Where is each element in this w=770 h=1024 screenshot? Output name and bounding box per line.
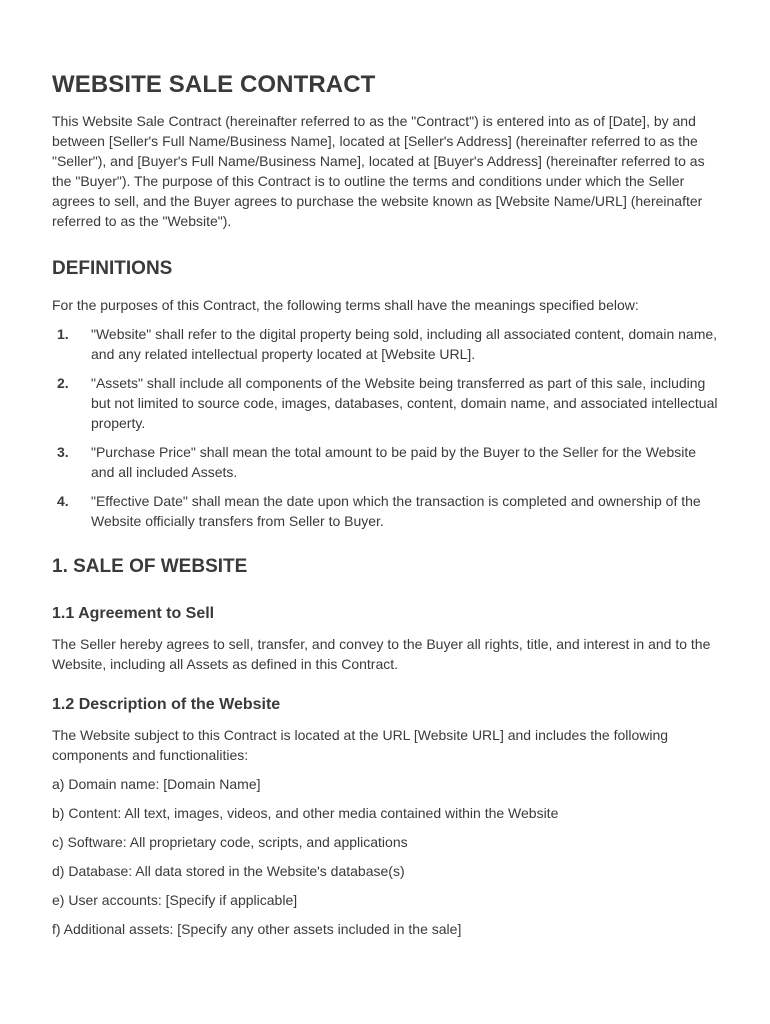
document-page [52,70,722,948]
definition-text: "Website" shall refer to the digital property being sold, including all associated content, domain name, and any related intellectual property located at [Website URL]. [91,326,718,362]
component-item: a) Domain name: [Domain Name] [52,776,261,792]
definitions-heading: DEFINITIONS [52,258,173,279]
definition-item [52,491,722,531]
section-1-2-paragraph: The Website subject to this Contract is located at the URL [Website URL] and includes the following components and functionalities: [52,727,669,763]
definition-text: "Effective Date" shall mean the date upon which the transaction is completed and ownership of the Website officially transfers from Seller to Buyer. [91,493,701,529]
component-item: b) Content: All text, images, videos, and other media contained within the Website [52,805,559,821]
component-item: f) Additional assets: [Specify any other assets included in the sale] [52,921,462,937]
definitions-list [52,324,722,531]
section-1-2-heading: 1.2 Description of the Website [52,696,281,713]
component-item: e) User accounts: [Specify if applicable] [52,892,298,908]
document-title: WEBSITE SALE CONTRACT [52,71,376,98]
definition-item [52,373,722,433]
definitions-lead: For the purposes of this Contract, the following terms shall have the meanings specified below: [52,297,639,313]
section-1-1-paragraph: The Seller hereby agrees to sell, transfer, and convey to the Buyer all rights, title, and interest in and to the Website, including all Assets as defined in this Contract. [52,636,711,672]
component-item: c) Software: All proprietary code, scripts, and applications [52,834,408,850]
section-1-heading: 1. SALE OF WEBSITE [52,556,248,577]
definition-number: 3. [57,444,69,460]
definition-text: "Purchase Price" shall mean the total amount to be paid by the Buyer to the Seller for the Website and all included Assets. [91,444,697,480]
definition-item [52,324,722,364]
definition-number: 1. [57,326,69,342]
intro-paragraph: This Website Sale Contract (hereinafter referred to as the "Contract") is entered into as of [Date], by and between [Seller's Full Name/Business Name], located at [Seller's Address] (hereinafter referred to as the "Seller"), and [Buyer's Full Name/Business Name], located at [Buyer's Address] (hereinafter referred to as the "Buyer"). The purpose of this Contract is to outline the terms and conditions under which the Seller agrees to sell, and the Buyer agrees to purchase the website known as [Website Name/URL] (hereinafter referred to as the "Website"). [52,113,705,229]
definition-item [52,442,722,482]
definition-text: "Assets" shall include all components of the Website being transferred as part of this sale, including but not limited to source code, images, databases, content, domain name, and associated intellectual property. [91,375,718,431]
component-item: d) Database: All data stored in the Website's database(s) [52,863,405,879]
definition-number: 2. [57,375,69,391]
definition-number: 4. [57,493,69,509]
section-1-1-heading: 1.1 Agreement to Sell [52,605,215,622]
